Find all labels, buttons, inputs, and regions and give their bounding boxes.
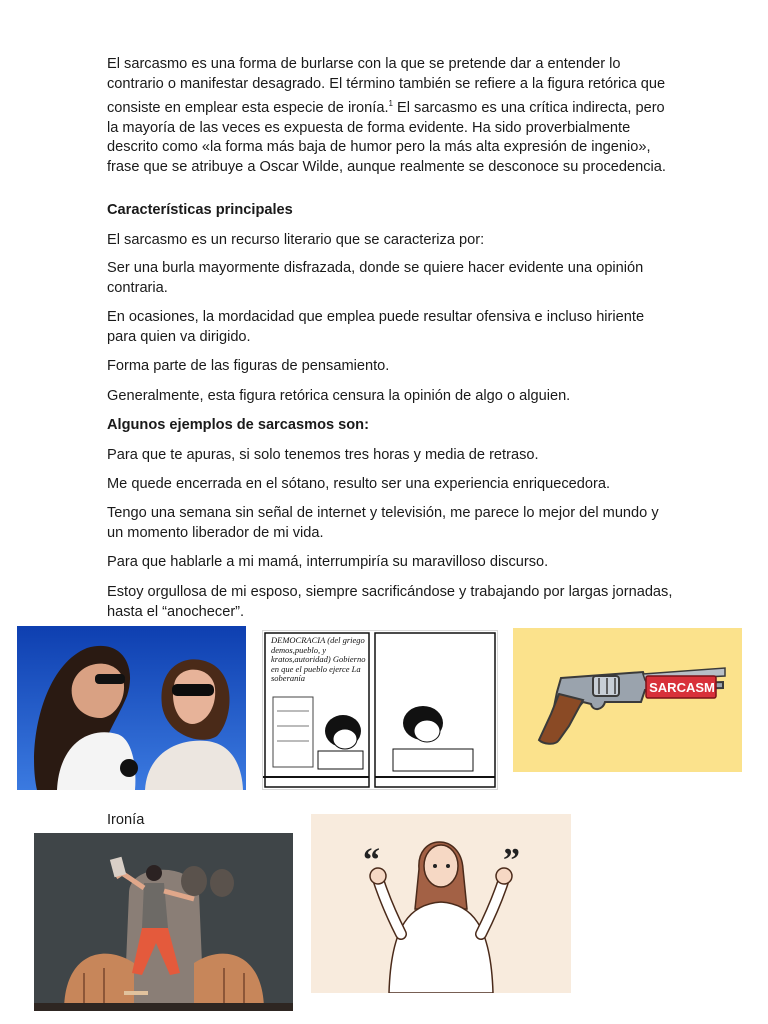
theater-illustration bbox=[34, 833, 293, 1011]
theater-masks-image bbox=[34, 833, 293, 1011]
example-item: Tengo una semana sin señal de internet y televisión, me parece lo mejor del mundo y un momento liberador de mi vida. bbox=[107, 505, 659, 541]
sarcasm-label: SARCASM bbox=[649, 680, 715, 695]
section-heading-examples: Algunos ejemplos de sarcasmos son: bbox=[107, 417, 369, 433]
characteristics-lead: El sarcasmo es un recurso literario que se caracteriza por: bbox=[107, 232, 485, 248]
characteristic-item: Forma parte de las figuras de pensamiento. bbox=[107, 358, 390, 374]
example-item: Estoy orgullosa de mi esposo, siempre sacrificándose y trabajando por largas jornadas, hasta el “anochecer”. bbox=[107, 584, 673, 620]
intro-paragraph bbox=[107, 55, 677, 178]
quote-open-icon: “ bbox=[363, 842, 380, 879]
example-item: Me quede encerrada en el sótano, resulto ser una experiencia enriquecedora. bbox=[107, 476, 610, 492]
characteristic-item: En ocasiones, la mordacidad que emplea puede resultar ofensiva e incluso hiriente para quien va dirigido. bbox=[107, 309, 645, 345]
air-quotes-illustration bbox=[311, 814, 571, 993]
characteristic-item: Ser una burla mayormente disfrazada, donde se quiere hacer evidente una opinión contraria. bbox=[107, 260, 644, 296]
comic-speech-text: DEMOCRACIA (del griego demos,pueblo, y kratos,autoridad) Gobierno en que el pueblo ejerce La soberanía bbox=[271, 635, 366, 683]
comic-strip bbox=[262, 630, 498, 790]
image-caption: Ironía bbox=[107, 812, 145, 828]
women-photo-illustration bbox=[17, 626, 246, 790]
women-photo bbox=[17, 626, 246, 790]
quote-close-icon: ” bbox=[503, 842, 520, 879]
intro-text-1: El sarcasmo es una forma de burlarse con la que se pretende dar a entender lo contrario o manifestar desagrado. El término también se refiere a la figura retórica que consiste en emplear esta especie de ironía. bbox=[107, 56, 666, 117]
characteristic-item: Generalmente, esta figura retórica censura la opinión de algo o alguien. bbox=[107, 388, 571, 404]
example-item: Para que te apuras, si solo tenemos tres horas y media de retraso. bbox=[107, 447, 539, 463]
revolver-image bbox=[513, 628, 742, 772]
air-quotes-image bbox=[311, 814, 571, 993]
intro-text-2: El sarcasmo es una crítica indirecta, pero la mayoría de las veces es expuesta de forma evidente. Ha sido proverbialmente descrito como «la forma más baja de humor pero la más alta expresión de ingenio», frase que se atribuye a Oscar Wilde, aunque realmente se desconoce su procedencia. bbox=[107, 100, 666, 175]
revolver-icon bbox=[513, 628, 742, 772]
footnote-link[interactable]: 1 bbox=[388, 99, 393, 109]
section-heading-characteristics: Características principales bbox=[107, 202, 293, 218]
example-item: Para que hablarle a mi mamá, interrumpiría su maravilloso discurso. bbox=[107, 554, 549, 570]
